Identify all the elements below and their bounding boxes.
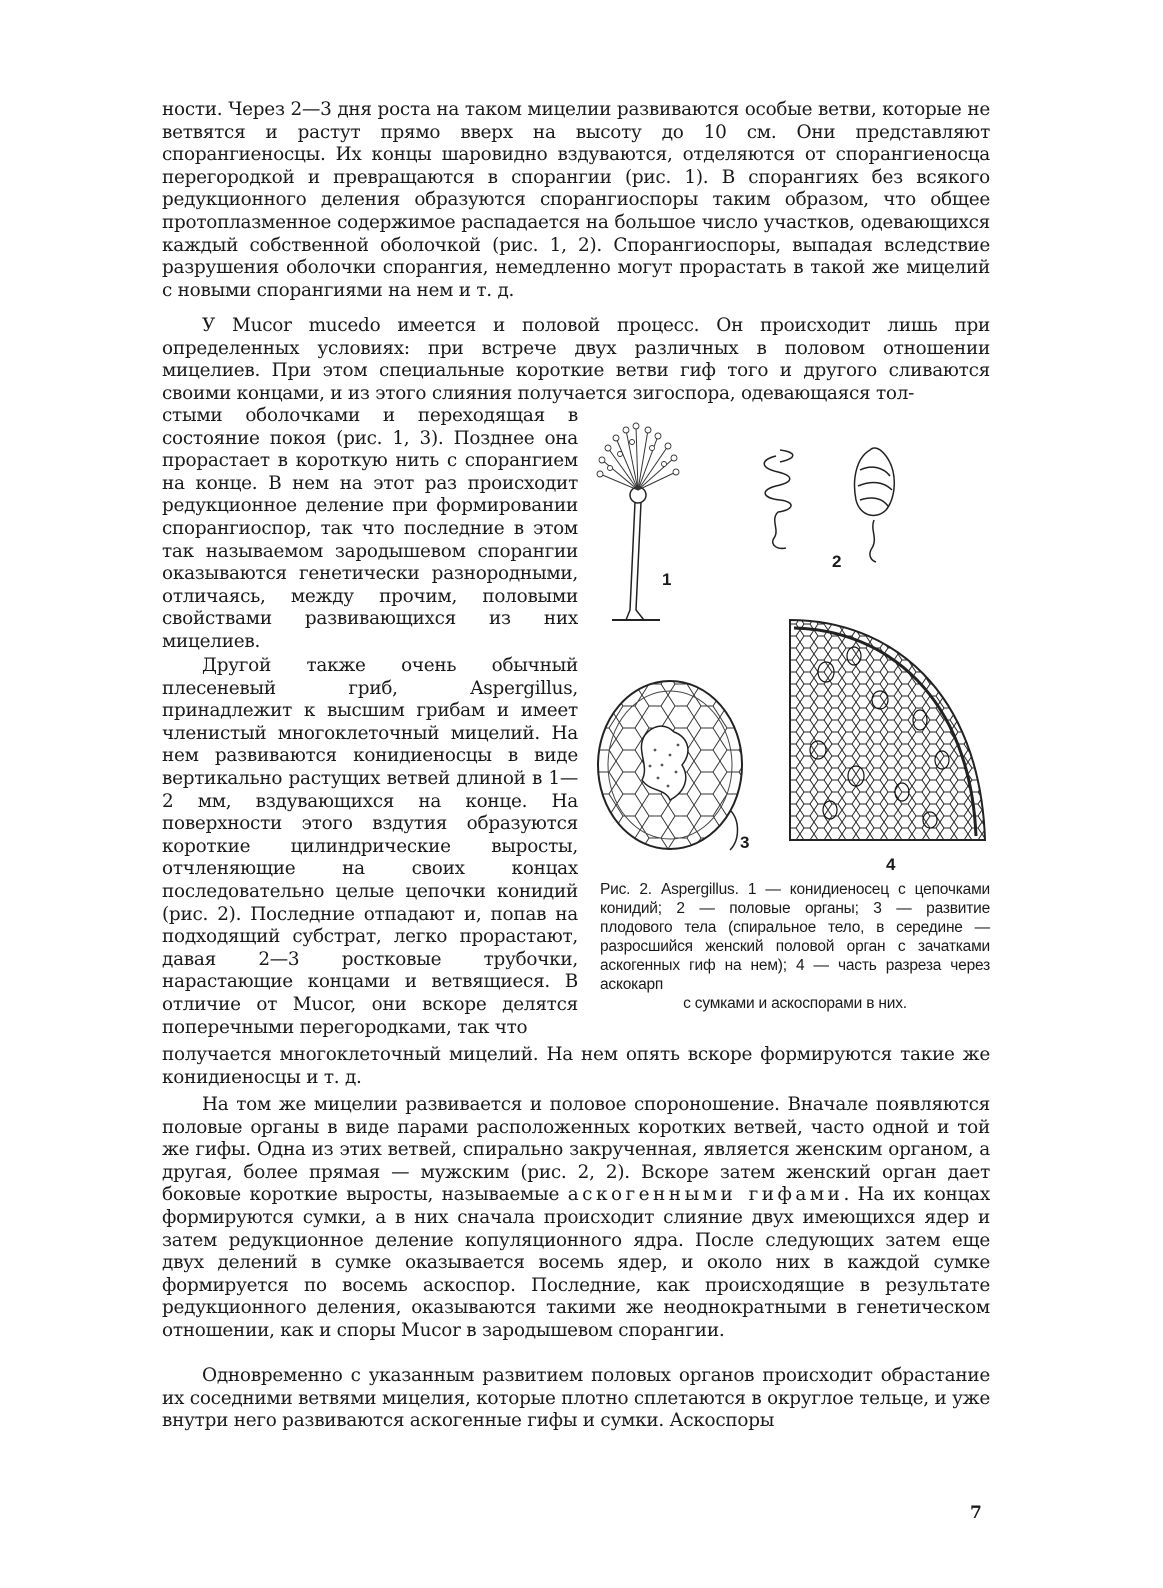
figure-caption — [600, 880, 990, 1013]
figure-label-2: 2 — [832, 552, 842, 571]
paragraph-5: Одновременно с указанным развитием половых органов происходит обрастание их соседними ветвями мицелия, которые плотно сплетаются в округлое тельце, и уже внутри него развиваются аскогенные гифы и сумки. Аскоспоры — [162, 1365, 990, 1432]
paragraph-1: ности. Через 2—3 дня роста на таком мицелии развиваются особые ветви, которые не ветвятся и растут прямо вверх на высоту до 10 см. Они представляют спорангиеносцы. Их концы шаровидно вздуваются, отделяются от спорангиеносца перегородкой и превращаются в спорангии (рис. 1). В спорангиях без всякого редукционного деления образуются спорангиоспоры таким образом, что общее протоплазменное содержимое распадается на большое число участков, одевающихся каждый собственной оболочкой (рис. 1, 2). Спорангиоспоры, выпадая вследствие разрушения оболочки спорангия, немедленно могут прорастать в такой же мицелий с новыми спорангиями на нем и т. д. — [162, 99, 990, 301]
figure-drawing — [590, 420, 992, 890]
page-number: 7 — [970, 1503, 982, 1523]
paragraph-4-text-a: На том же мицелии развивается и половое спороношение. Вначале появляются половые органы в виде парами расположенных коротких ветвей, часто одной и той же гифы. Одна из этих ветвей, спирально закрученная, является женским органом, а другая, более прямая — мужским (рис. 2, 2). Вскоре затем женский орган дает боковые короткие выросты, называемые — [162, 1094, 990, 1206]
aspergillus-figure — [590, 420, 992, 890]
paragraph-4-text-b: . На их концах формируются сумки, а в них сначала происходит слияние двух имеющихся ядер и затем редукционное деление копуляционного ядра. После следующих затем еще двух делений в сумке оказывается восемь ядер, и около них в каждой сумке формируется по восемь аскоспор. Последние, как происходящие в результате редукционного деления, оказываются такими же неоднократными в генетическом отношении, как и споры Mucor в зародышевом спорангии. — [162, 1184, 990, 1341]
paragraph-3-continued: получается многоклеточный мицелий. На нем опять вскоре формируются такие же конидиеносцы и т. д. — [162, 1044, 990, 1088]
paragraph-2: У Mucor mucedo имеется и половой процесс. Он происходит лишь при определенных условиях: при встрече двух различных в половом отношении мицелиев. При этом специальные короткие ветви гиф того и другого сливаются своими концами, и из этого слияния получается зигоспора, одевающаяся тол- — [162, 315, 990, 404]
paragraph-3: Другой также очень обычный плесеневый гриб, Aspergillus, принадлежит к высшим грибам и имеет членистый многоклеточный мицелий. На нем развиваются конидиеносцы в виде вертикально растущих ветвей длиной в 1—2 мм, вздувающихся на конце. На поверхности этого вздутия образуются короткие цилиндрические выросты, отчленяющие на своих концах последовательно целые цепочки конидий (рис. 2). Последние отпадают и, попав на подходящий субстрат, легко прорастают, давая 2—3 ростковые трубочки, нарастающие концами и ветвящиеся. В отличие от Mucor, они вскоре делятся поперечными перегородками, так что — [162, 655, 578, 1038]
ascocarp-section-drawing — [790, 620, 985, 874]
sex-organs-drawing — [764, 448, 894, 571]
term-ascogenous-hyphae: аскогенными гифами — [567, 1184, 844, 1206]
paragraph-4 — [162, 1094, 990, 1343]
figure-caption-last-line: с сумками и аскоспорами в них. — [683, 995, 907, 1012]
figure-caption-main: Рис. 2. Aspergillus. 1 — конидиеносец с цепочками конидий; 2 — половые органы; 3 — развитие плодового тела (спиральное тело, в середине — разросшийся женский половой орган с зачатками аскогенных гиф на нем); 4 — часть разреза через аскокарп — [600, 881, 990, 993]
figure-label-1: 1 — [662, 570, 672, 589]
figure-label-4: 4 — [886, 855, 896, 874]
paragraph-2-continued: стыми оболочками и переходящая в состояние покоя (рис. 1, 3). Позднее она прорастает в короткую нить с спорангием на конце. В нем на этот раз происходит редукционное деление при формировании спорангиоспор, так что последние в этом так называемом зародышевом спорангии оказываются генетически разнородными, отличаясь, между прочим, половыми свойствами развивающихся из них мицелиев. — [162, 405, 578, 652]
fruit-body-drawing — [598, 681, 749, 852]
figure-label-3: 3 — [740, 833, 750, 852]
conidiophore-drawing — [597, 423, 679, 620]
